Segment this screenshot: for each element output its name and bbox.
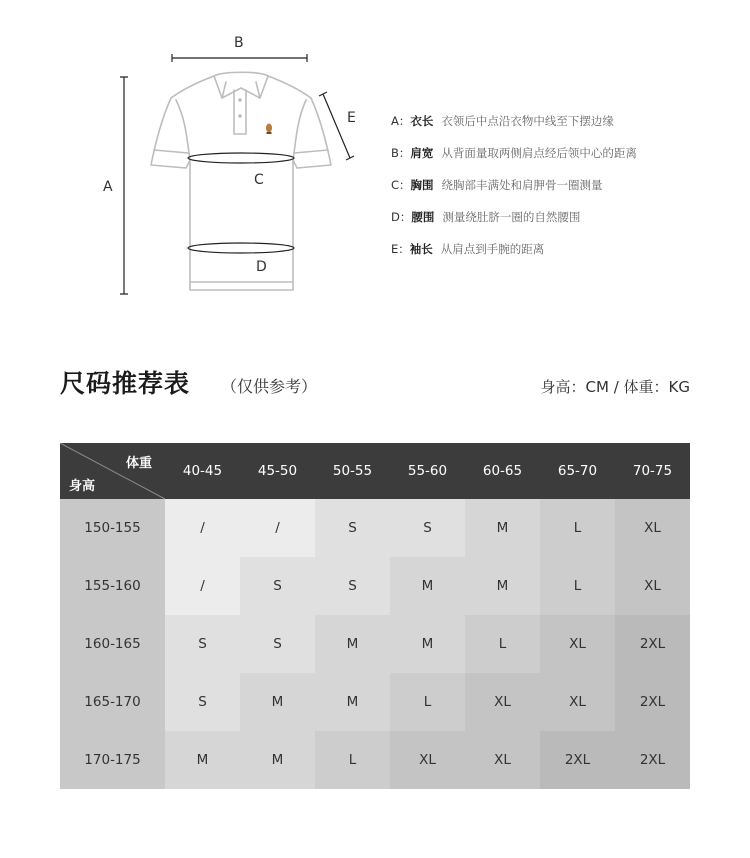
size-cell: L (465, 615, 540, 673)
weight-header: 55-60 (407, 463, 448, 479)
size-cell: L (315, 731, 390, 789)
size-cell: 2XL (540, 731, 615, 789)
size-table (60, 443, 690, 789)
size-cell: M (240, 731, 315, 789)
size-cell: / (165, 499, 240, 557)
label-e: E (347, 110, 356, 126)
placket-outline (234, 90, 246, 134)
legend-item (391, 233, 731, 265)
size-cell: / (240, 499, 315, 557)
size-cell: XL (540, 615, 615, 673)
weight-header: 50-55 (332, 463, 373, 479)
table-row (60, 557, 690, 615)
legend-name: 袖长 (409, 242, 433, 256)
table-row (60, 499, 690, 557)
size-cell: M (165, 731, 240, 789)
size-cell: S (165, 673, 240, 731)
shirt-outline (151, 76, 331, 290)
weight-header: 70-75 (632, 463, 673, 479)
height-header: 165-170 (60, 673, 165, 731)
size-cell: L (540, 499, 615, 557)
label-c: C (254, 172, 264, 188)
legend-name: 衣长 (410, 114, 434, 128)
table-corner (60, 443, 165, 499)
weight-header: 65-70 (557, 463, 598, 479)
size-cell: XL (465, 673, 540, 731)
size-cell: 2XL (615, 673, 690, 731)
size-cell: S (165, 615, 240, 673)
legend-name: 胸围 (410, 178, 434, 192)
brand-logo-icon (266, 124, 272, 135)
size-cell: L (390, 673, 465, 731)
size-cell: M (390, 557, 465, 615)
label-a: A (103, 179, 113, 195)
legend-name: 肩宽 (410, 146, 434, 160)
height-header: 170-175 (60, 731, 165, 789)
size-cell: 2XL (615, 615, 690, 673)
legend-key: D： (391, 210, 412, 224)
weight-header: 45-50 (257, 463, 298, 479)
size-cell: XL (615, 499, 690, 557)
legend-desc: 从背面量取两侧肩点经后领中心的距离 (441, 146, 637, 160)
legend-key: C： (391, 178, 411, 192)
waist-circumference-line (188, 243, 294, 253)
measurement-legend (391, 105, 731, 265)
legend-key: E： (391, 242, 410, 256)
button-icon (238, 114, 242, 118)
weight-header: 40-45 (182, 463, 223, 479)
size-cell: M (240, 673, 315, 731)
size-cell: S (315, 499, 390, 557)
weight-header: 60-65 (482, 463, 523, 479)
size-cell: M (465, 499, 540, 557)
legend-item (391, 137, 731, 169)
table-row (60, 615, 690, 673)
legend-key: A： (391, 114, 411, 128)
table-row (60, 731, 690, 789)
size-cell: XL (540, 673, 615, 731)
size-cell: XL (615, 557, 690, 615)
size-cell: 2XL (615, 731, 690, 789)
size-cell: S (240, 557, 315, 615)
size-cell: S (315, 557, 390, 615)
size-cell: S (240, 615, 315, 673)
size-cell: / (165, 557, 240, 615)
size-cell: M (315, 673, 390, 731)
button-icon (238, 98, 242, 102)
label-b: B (234, 35, 244, 51)
legend-name: 腰围 (411, 210, 435, 224)
page-subtitle: （仅供参考） (221, 377, 318, 396)
legend-key: B： (391, 146, 411, 160)
table-row (60, 673, 690, 731)
size-cell: L (540, 557, 615, 615)
body-length-line (120, 77, 128, 294)
shoulder-width-line (172, 54, 307, 62)
height-header: 155-160 (60, 557, 165, 615)
table-header (60, 443, 690, 499)
label-d: D (256, 259, 267, 275)
height-header: 160-165 (60, 615, 165, 673)
corner-weight-label: 体重 (126, 456, 153, 471)
legend-desc: 绕胸部丰满处和肩胛骨一圈测量 (441, 178, 603, 192)
legend-item (391, 201, 731, 233)
size-cell: M (390, 615, 465, 673)
legend-desc: 从肩点到手腕的距离 (440, 242, 545, 256)
size-cell: XL (390, 731, 465, 789)
collar-outline (214, 72, 268, 98)
size-cell: S (390, 499, 465, 557)
corner-height-label: 身高 (69, 479, 96, 494)
page-title: 尺码推荐表 (60, 369, 191, 398)
size-cell: M (315, 615, 390, 673)
legend-desc: 测量绕肚脐一圈的自然腰围 (442, 210, 581, 224)
legend-item (391, 105, 731, 137)
height-header: 150-155 (60, 499, 165, 557)
size-cell: XL (465, 731, 540, 789)
unit-note: 身高：CM / 体重：KG (540, 378, 690, 396)
size-cell: M (465, 557, 540, 615)
chest-circumference-line (188, 153, 294, 163)
legend-item (391, 169, 731, 201)
measurement-diagram (0, 0, 750, 330)
legend-desc: 衣领后中点沿衣物中线至下摆边缘 (441, 114, 614, 128)
